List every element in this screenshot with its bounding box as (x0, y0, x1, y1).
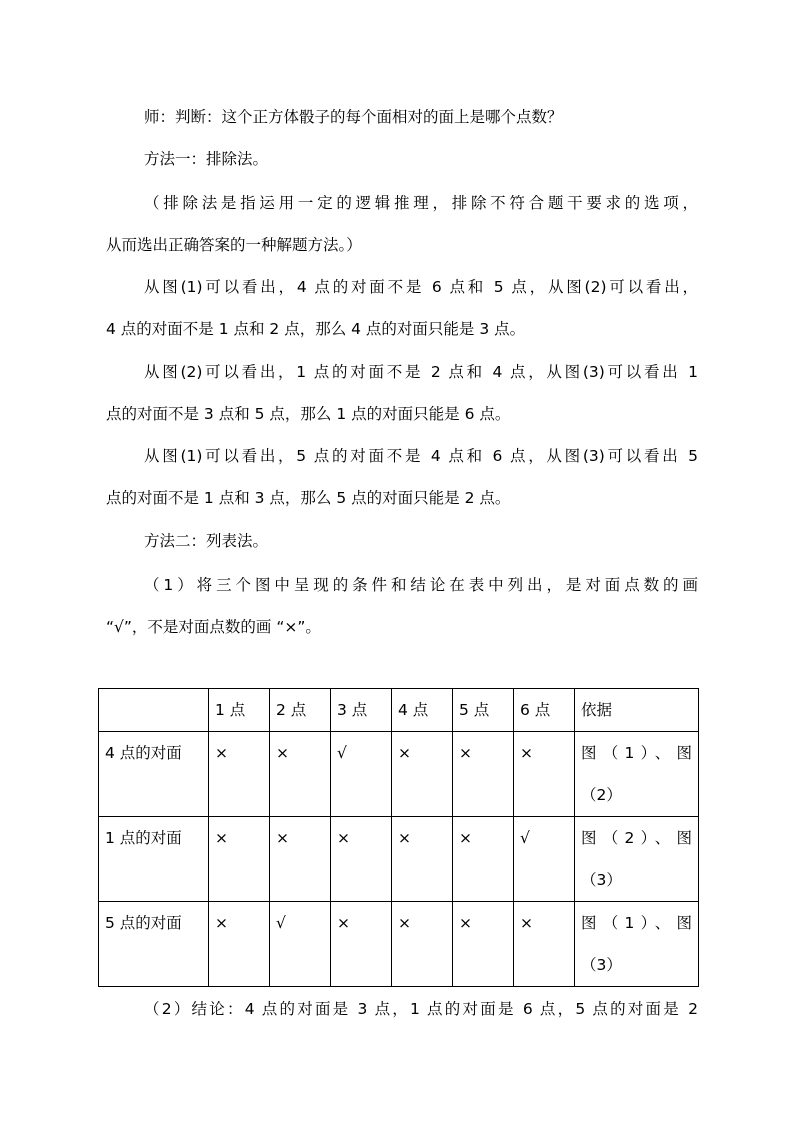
header-cell: 6 点 (514, 689, 575, 732)
table-cell: × (270, 817, 331, 902)
table-row (99, 732, 699, 817)
basis-cell (575, 817, 699, 902)
header-cell: 4 点 (392, 689, 453, 732)
text-line: 点的对面不是 1 点和 3 点，那么 5 点的对面只能是 2 点。 (106, 489, 511, 507)
table-row (99, 817, 699, 902)
text-line: 从而选出正确答案的一种解题方法。） (106, 236, 362, 254)
basis-cell (575, 902, 699, 987)
table-cell: × (270, 732, 331, 817)
table-cell: √ (331, 732, 392, 817)
paragraph-conclusion (106, 988, 698, 1030)
row-label: 4 点的对面 (99, 732, 209, 817)
text-line: 从图(2)可以看出，1 点的对面不是 2 点和 4 点，从图(3)可以看出 1 (144, 363, 698, 381)
method-one-heading: 方法一：排除法。 (144, 150, 269, 168)
text-line: （排除法是指运用一定的逻辑推理，排除不符合题干要求的选项， (144, 194, 698, 212)
table-cell: × (209, 817, 270, 902)
basis-cell (575, 732, 699, 817)
table-cell: × (514, 732, 575, 817)
text-line: 点的对面不是 3 点和 5 点，那么 1 点的对面只能是 6 点。 (106, 405, 511, 423)
text-line: 从图(1)可以看出，5 点的对面不是 4 点和 6 点，从图(3)可以看出 5 (144, 447, 698, 465)
paragraph-method-two (106, 520, 698, 562)
table-cell: × (209, 902, 270, 987)
basis-line: （3） (581, 871, 622, 889)
table-cell: × (453, 817, 514, 902)
table-cell: × (453, 732, 514, 817)
opposite-faces-table (98, 688, 699, 987)
text-line: “√”，不是对面点数的画 “×”。 (106, 618, 321, 636)
paragraph-five-opposite (106, 435, 698, 519)
table-row (99, 902, 699, 987)
question-text: 师：判断：这个正方体骰子的每个面相对的面上是哪个点数？ (144, 108, 563, 126)
basis-line: 图（1）、图 (581, 744, 692, 762)
paragraph-four-opposite (106, 266, 698, 350)
text-line: （1）将三个图中呈现的条件和结论在表中列出，是对面点数的画 (144, 576, 698, 594)
header-cell: 依据 (575, 689, 699, 732)
basis-line: 图（2）、图 (581, 829, 692, 847)
table-cell: × (331, 817, 392, 902)
table-cell: × (514, 902, 575, 987)
table-cell: √ (270, 902, 331, 987)
paragraph-question (106, 96, 698, 138)
header-cell (99, 689, 209, 732)
header-cell: 5 点 (453, 689, 514, 732)
method-two-heading: 方法二：列表法。 (144, 532, 269, 550)
paragraph-exclusion-definition (106, 182, 698, 266)
basis-line: 图（1）、图 (581, 914, 692, 932)
table-cell: × (392, 817, 453, 902)
header-cell: 1 点 (209, 689, 270, 732)
paragraph-method-one (106, 138, 698, 180)
table-cell: × (392, 732, 453, 817)
header-cell: 2 点 (270, 689, 331, 732)
row-label: 1 点的对面 (99, 817, 209, 902)
table-cell: × (209, 732, 270, 817)
basis-line: （2） (581, 786, 622, 804)
header-cell: 3 点 (331, 689, 392, 732)
basis-line: （3） (581, 956, 622, 974)
text-line: （2）结论：4 点的对面是 3 点，1 点的对面是 6 点，5 点的对面是 2 (144, 1000, 698, 1018)
paragraph-one-opposite (106, 351, 698, 435)
paragraph-table-instruction (106, 564, 698, 648)
table-cell: × (331, 902, 392, 987)
table-cell: √ (514, 817, 575, 902)
text-line: 4 点的对面不是 1 点和 2 点，那么 4 点的对面只能是 3 点。 (106, 320, 526, 338)
row-label: 5 点的对面 (99, 902, 209, 987)
table-cell: × (392, 902, 453, 987)
text-line: 从图(1)可以看出，4 点的对面不是 6 点和 5 点，从图(2)可以看出， (144, 278, 698, 296)
table-header-row (99, 689, 699, 732)
table-cell: × (453, 902, 514, 987)
